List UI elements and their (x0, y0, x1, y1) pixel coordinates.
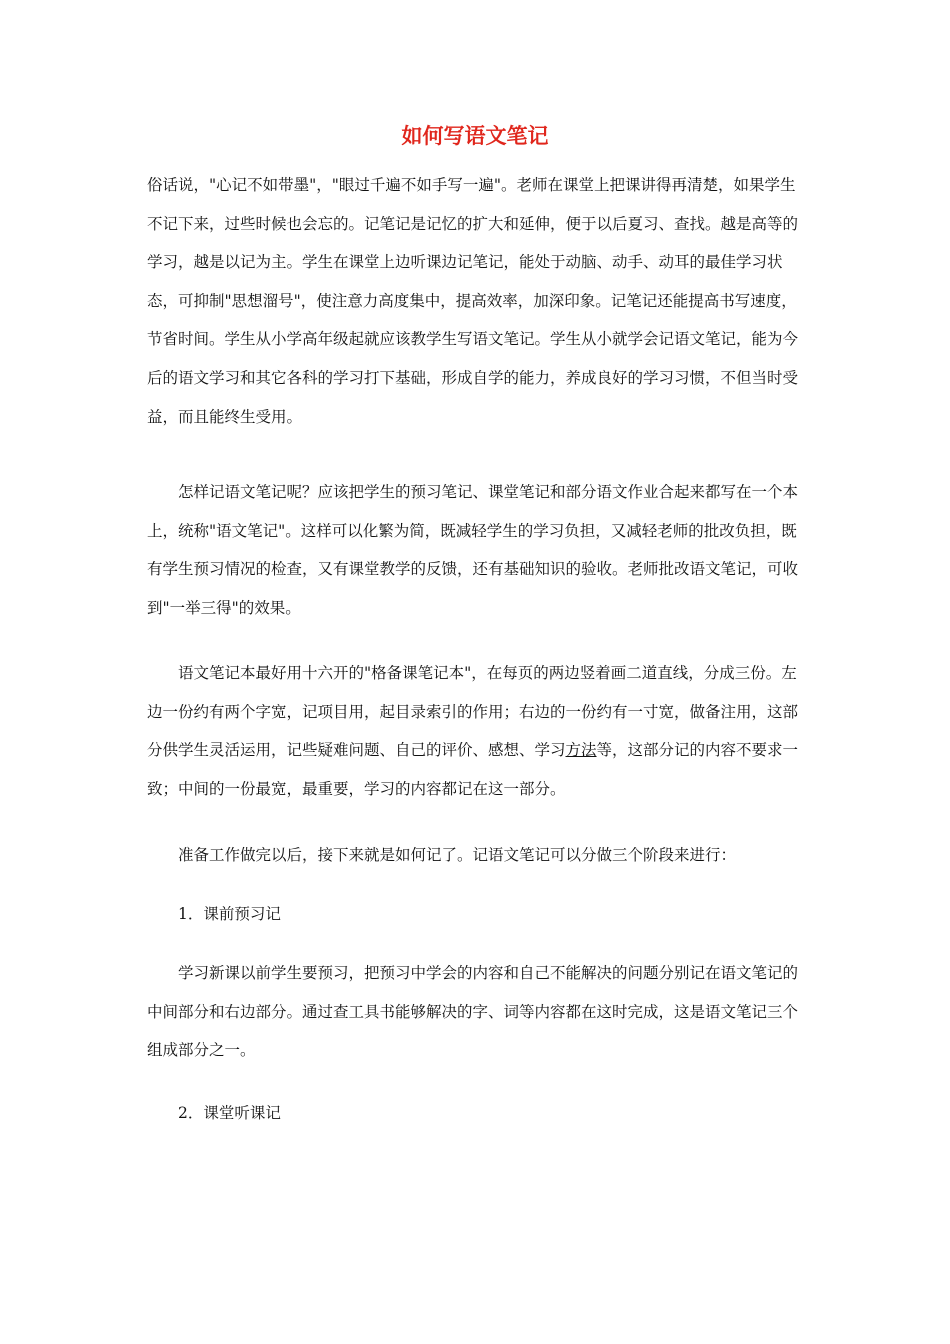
paragraph-intro: 俗话说，"心记不如带墨"，"眼过千遍不如手写一遍"。老师在课堂上把课讲得再清楚，如果学生不记下来，过些时候也会忘的。记笔记是记忆的扩大和延伸，便于以后夏习、查找。越是高等的学习，越是以记为主。学生在课堂上边听课边记笔记，能处于动脑、动手、动耳的最佳学习状态，可抑制"思想溜号"，使注意力高度集中，提高效率，加深印象。记笔记还能提高书写速度，节省时间。学生从小学高年级起就应该教学生写语文笔记。学生从小就学会记语文笔记，能为今后的语文学习和其它各科的学习打下基础，形成自学的能力，养成良好的学习习惯，不但当时受益，而且能终生受用。 (147, 176, 799, 426)
document-title: 如何写语文笔记 (401, 123, 549, 148)
paragraph-how-to-note: 怎样记语文笔记呢？应该把学生的预习笔记、课堂笔记和部分语文作业合起来都写在一个本上，统称"语文笔记"。这样可以化繁为简，既减轻学生的学习负担，又减轻老师的批改负担，既有学生预习情况的检查，又有课堂教学的反馈，还有基础知识的验收。老师批改语文笔记，可收到"一举三得"的效果。 (147, 483, 799, 617)
section-heading-preview: 1．课前预习记 (178, 905, 281, 923)
paragraph-preview: 学习新课以前学生要预习，把预习中学会的内容和自己不能解决的问题分别记在语文笔记的中间部分和右边部分。通过查工具书能够解决的字、词等内容都在这时完成，这是语文笔记三个组成部分之一。 (147, 964, 799, 1060)
paragraph-notebook-format (147, 654, 809, 808)
paragraph-text-before-link: 语文笔记本最好用十六开的"格备课笔记本"，在每页的两边竖着画二道直线，分成三份。左边一份约有两个字宽，记项目用，起目录索引的作用；右边的一份约有一寸宽，做备注用，这部分供学生灵活运用，记些疑难问题、自己的评价、感想、学习 (147, 664, 799, 760)
section-heading-classroom: 2．课堂听课记 (178, 1104, 281, 1122)
paragraph-text-after-link: 等，这部分记的内容不要求一致；中间的一份最宽，最重要，学习的内容都记在这一部分。 (147, 741, 799, 798)
method-link[interactable]: 方法 (565, 741, 597, 760)
paragraph-stages-intro: 准备工作做完以后，接下来就是如何记了。记语文笔记可以分做三个阶段来进行： (178, 846, 737, 864)
